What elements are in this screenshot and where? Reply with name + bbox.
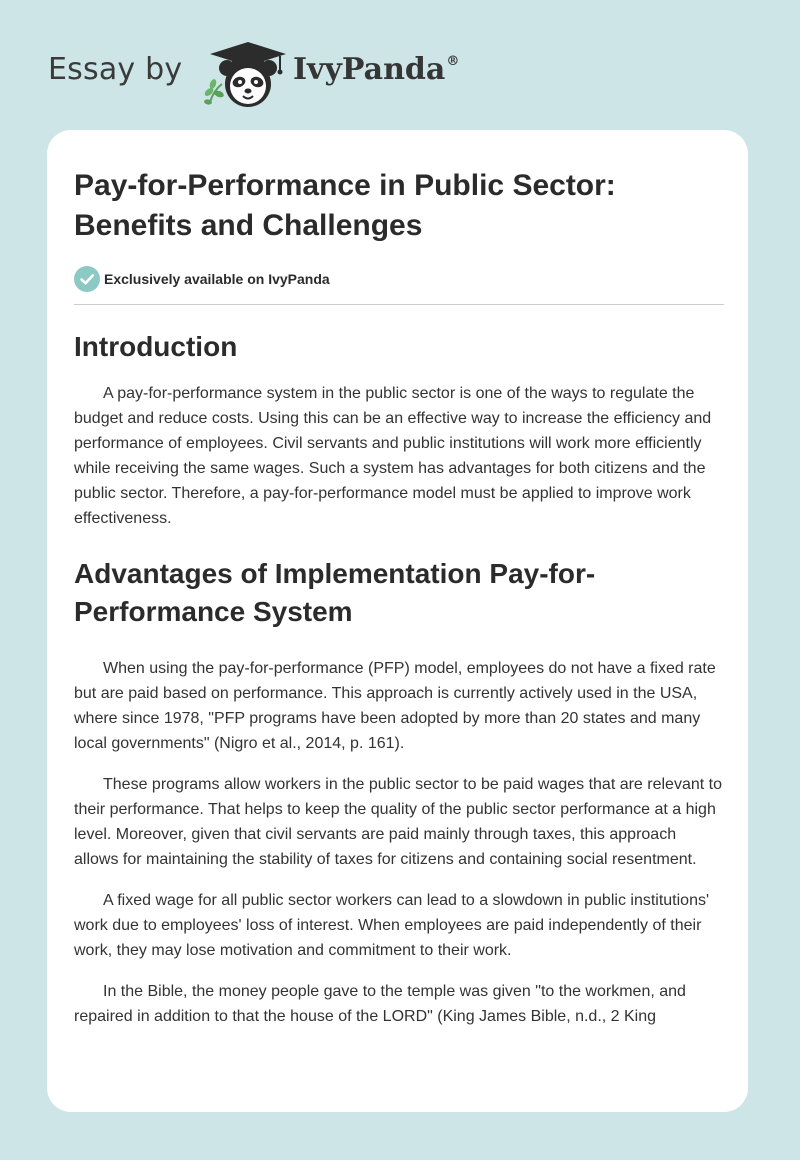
paragraph: A pay-for-performance system in the public sector is one of the ways to regulate the budget and reduce costs. Using this can be an effective way to increase the efficiency and performance of employees. Civil servants and public institutions will work more efficiently while receiving the same wages. Such a system has advantages for both citizens and the public sector. Therefore, a pay-for-performance model must be applied to improve work effectiveness. — [74, 385, 712, 527]
registered-mark: ® — [446, 54, 460, 69]
brand-name-text: IvyPanda — [293, 52, 446, 87]
essay-by-label: Essay by — [48, 52, 183, 87]
paragraph: When using the pay-for-performance (PFP) model, employees do not have a fixed rate but are paid based on performance. This approach is currently actively used in the USA, where since 1978, "PFP programs have been adopted by more than 20 states and many local governments" (Nigro et al., 2014, p. 161). — [74, 660, 716, 752]
page-title: Pay-for-Performance in Public Sector: Benefits and Challenges — [74, 169, 616, 242]
article-card — [47, 130, 748, 1112]
divider — [74, 304, 724, 305]
section-heading-advantages: Advantages of Implementation Pay-for-Performance System — [74, 558, 596, 627]
check-circle-icon — [74, 266, 100, 292]
paragraph: In the Bible, the money people gave to the temple was given "to the workmen, and repaired in addition to that the house of the LORD" (King James Bible, n.d., 2 King — [74, 983, 686, 1025]
paragraph: These programs allow workers in the public sector to be paid wages that are relevant to their performance. That helps to keep the quality of the public sector performance at a high level. Moreover, given that civil servants are paid mainly through taxes, this approach allows for maintaining the stability of taxes for citizens and containing social resentment. — [74, 776, 722, 868]
panda-graduate-logo-icon[interactable] — [200, 36, 288, 112]
exclusive-badge-label: Exclusively available on IvyPanda — [104, 271, 330, 287]
site-header — [48, 34, 508, 110]
brand-name[interactable] — [293, 52, 459, 87]
exclusive-badge — [74, 266, 724, 292]
section-heading-introduction: Introduction — [74, 331, 238, 362]
paragraph: A fixed wage for all public sector workers can lead to a slowdown in public institutions' work due to employees' loss of interest. When employees are paid independently of their work, they may lose motivation and commitment to their work. — [74, 892, 710, 959]
article-content — [74, 130, 724, 1029]
